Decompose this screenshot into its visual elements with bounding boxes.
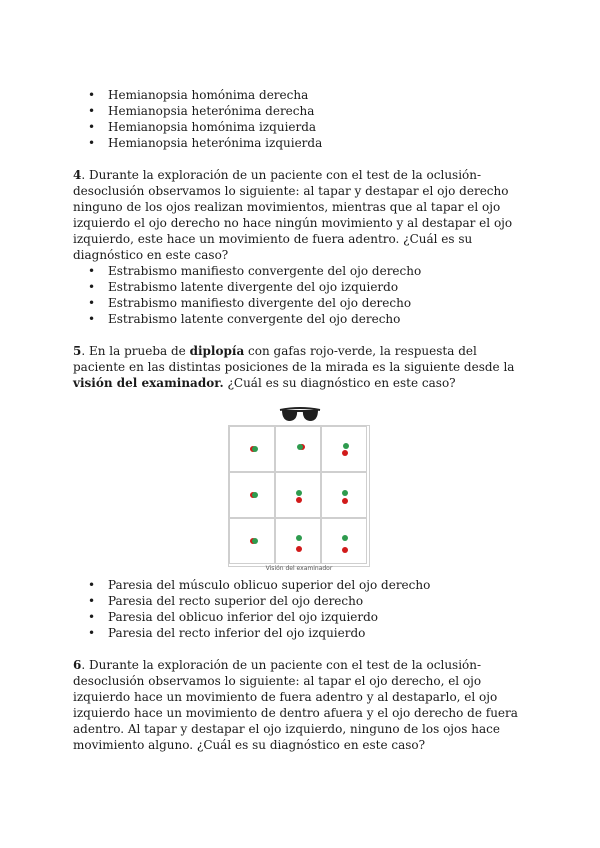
- question-5: [73, 343, 525, 391]
- question-text: . En la prueba de: [81, 344, 190, 358]
- question-text: con gafas rojo-verde, la respuesta del paciente en las distintas posiciones de la mirada es la siguiente desde la: [73, 344, 515, 374]
- gaze-cell: [275, 472, 321, 518]
- list-item: • Hemianopsia homónima derecha: [88, 87, 322, 103]
- list-item: • Estrabismo latente convergente del ojo derecho: [88, 311, 421, 327]
- gaze-cell: [229, 472, 275, 518]
- answer-list-q4: [88, 263, 421, 327]
- gaze-cell: [229, 426, 275, 472]
- question-number: 4: [73, 168, 82, 182]
- question-number: 6: [73, 658, 82, 672]
- question-text-bold: visión del examinador.: [73, 376, 224, 390]
- green-dot: [342, 490, 348, 496]
- gaze-cell: [275, 426, 321, 472]
- list-item: • Hemianopsia heterónima derecha: [88, 103, 322, 119]
- list-item: • Estrabismo manifiesto convergente del ojo derecho: [88, 263, 421, 279]
- green-dot: [343, 443, 349, 449]
- red-dot: [342, 498, 348, 504]
- list-item: • Estrabismo latente divergente del ojo izquierdo: [88, 279, 421, 295]
- question-4: [73, 167, 525, 263]
- question-6: [73, 657, 525, 753]
- green-dot: [296, 535, 302, 541]
- diplopia-figure: [228, 400, 370, 572]
- gaze-cell: [229, 518, 275, 564]
- list-item: • Paresia del oblicuo inferior del ojo izquierdo: [88, 609, 430, 625]
- question-text: . Durante la exploración de un paciente con el test de la oclusión-desoclusión observamos lo siguiente: al tapar el ojo derecho, el ojo izquierdo hace un movimiento de fuera adentro y al destaparlo, el ojo izquierdo hace un movimiento de dentro afuera y el ojo derecho de fuera adentro. Al tapar y destapar el ojo izquierdo, ninguno de los ojos hace movimiento alguno. ¿Cuál es su diagnóstico en este caso?: [73, 658, 518, 752]
- gaze-cell: [321, 472, 367, 518]
- red-dot: [296, 497, 302, 503]
- figure-caption: Visión del examinador: [265, 565, 333, 572]
- list-item: • Hemianopsia heterónima izquierda: [88, 135, 322, 151]
- gaze-cell: [321, 426, 367, 472]
- list-item: • Estrabismo manifiesto divergente del ojo derecho: [88, 295, 421, 311]
- question-text: . Durante la exploración de un paciente con el test de la oclusión-desoclusión observamos lo siguiente: al tapar y destapar el ojo derecho ninguno de los ojos realizan movimientos, mientras que al tapar el ojo izquierdo el ojo derecho no hace ningún movimiento y al destapar el ojo izquierdo, este hace un movimiento de fuera adentro. ¿Cuál es su diagnóstico en este caso?: [73, 168, 513, 262]
- green-dot: [252, 446, 258, 452]
- question-text-bold: diplopía: [189, 344, 245, 358]
- list-item: • Hemianopsia homónima izquierda: [88, 119, 322, 135]
- green-dot: [252, 538, 258, 544]
- gaze-cell: [321, 518, 367, 564]
- green-dot: [296, 490, 302, 496]
- gaze-cell: [275, 518, 321, 564]
- list-item: • Paresia del recto superior del ojo derecho: [88, 593, 430, 609]
- green-dot: [297, 444, 303, 450]
- question-number: 5: [73, 344, 82, 358]
- red-dot: [296, 546, 302, 552]
- answer-list-q5: [88, 577, 430, 641]
- green-dot: [252, 492, 258, 498]
- red-green-glasses-icon: [278, 404, 322, 424]
- list-item: • Paresia del recto inferior del ojo izquierdo: [88, 625, 430, 641]
- list-item: • Paresia del músculo oblicuo superior del ojo derecho: [88, 577, 430, 593]
- answer-list-previous: [88, 87, 322, 151]
- red-dot: [342, 450, 348, 456]
- red-dot: [342, 547, 348, 553]
- gaze-grid: [228, 425, 370, 567]
- green-dot: [342, 535, 348, 541]
- question-text: ¿Cuál es su diagnóstico en este caso?: [223, 376, 456, 390]
